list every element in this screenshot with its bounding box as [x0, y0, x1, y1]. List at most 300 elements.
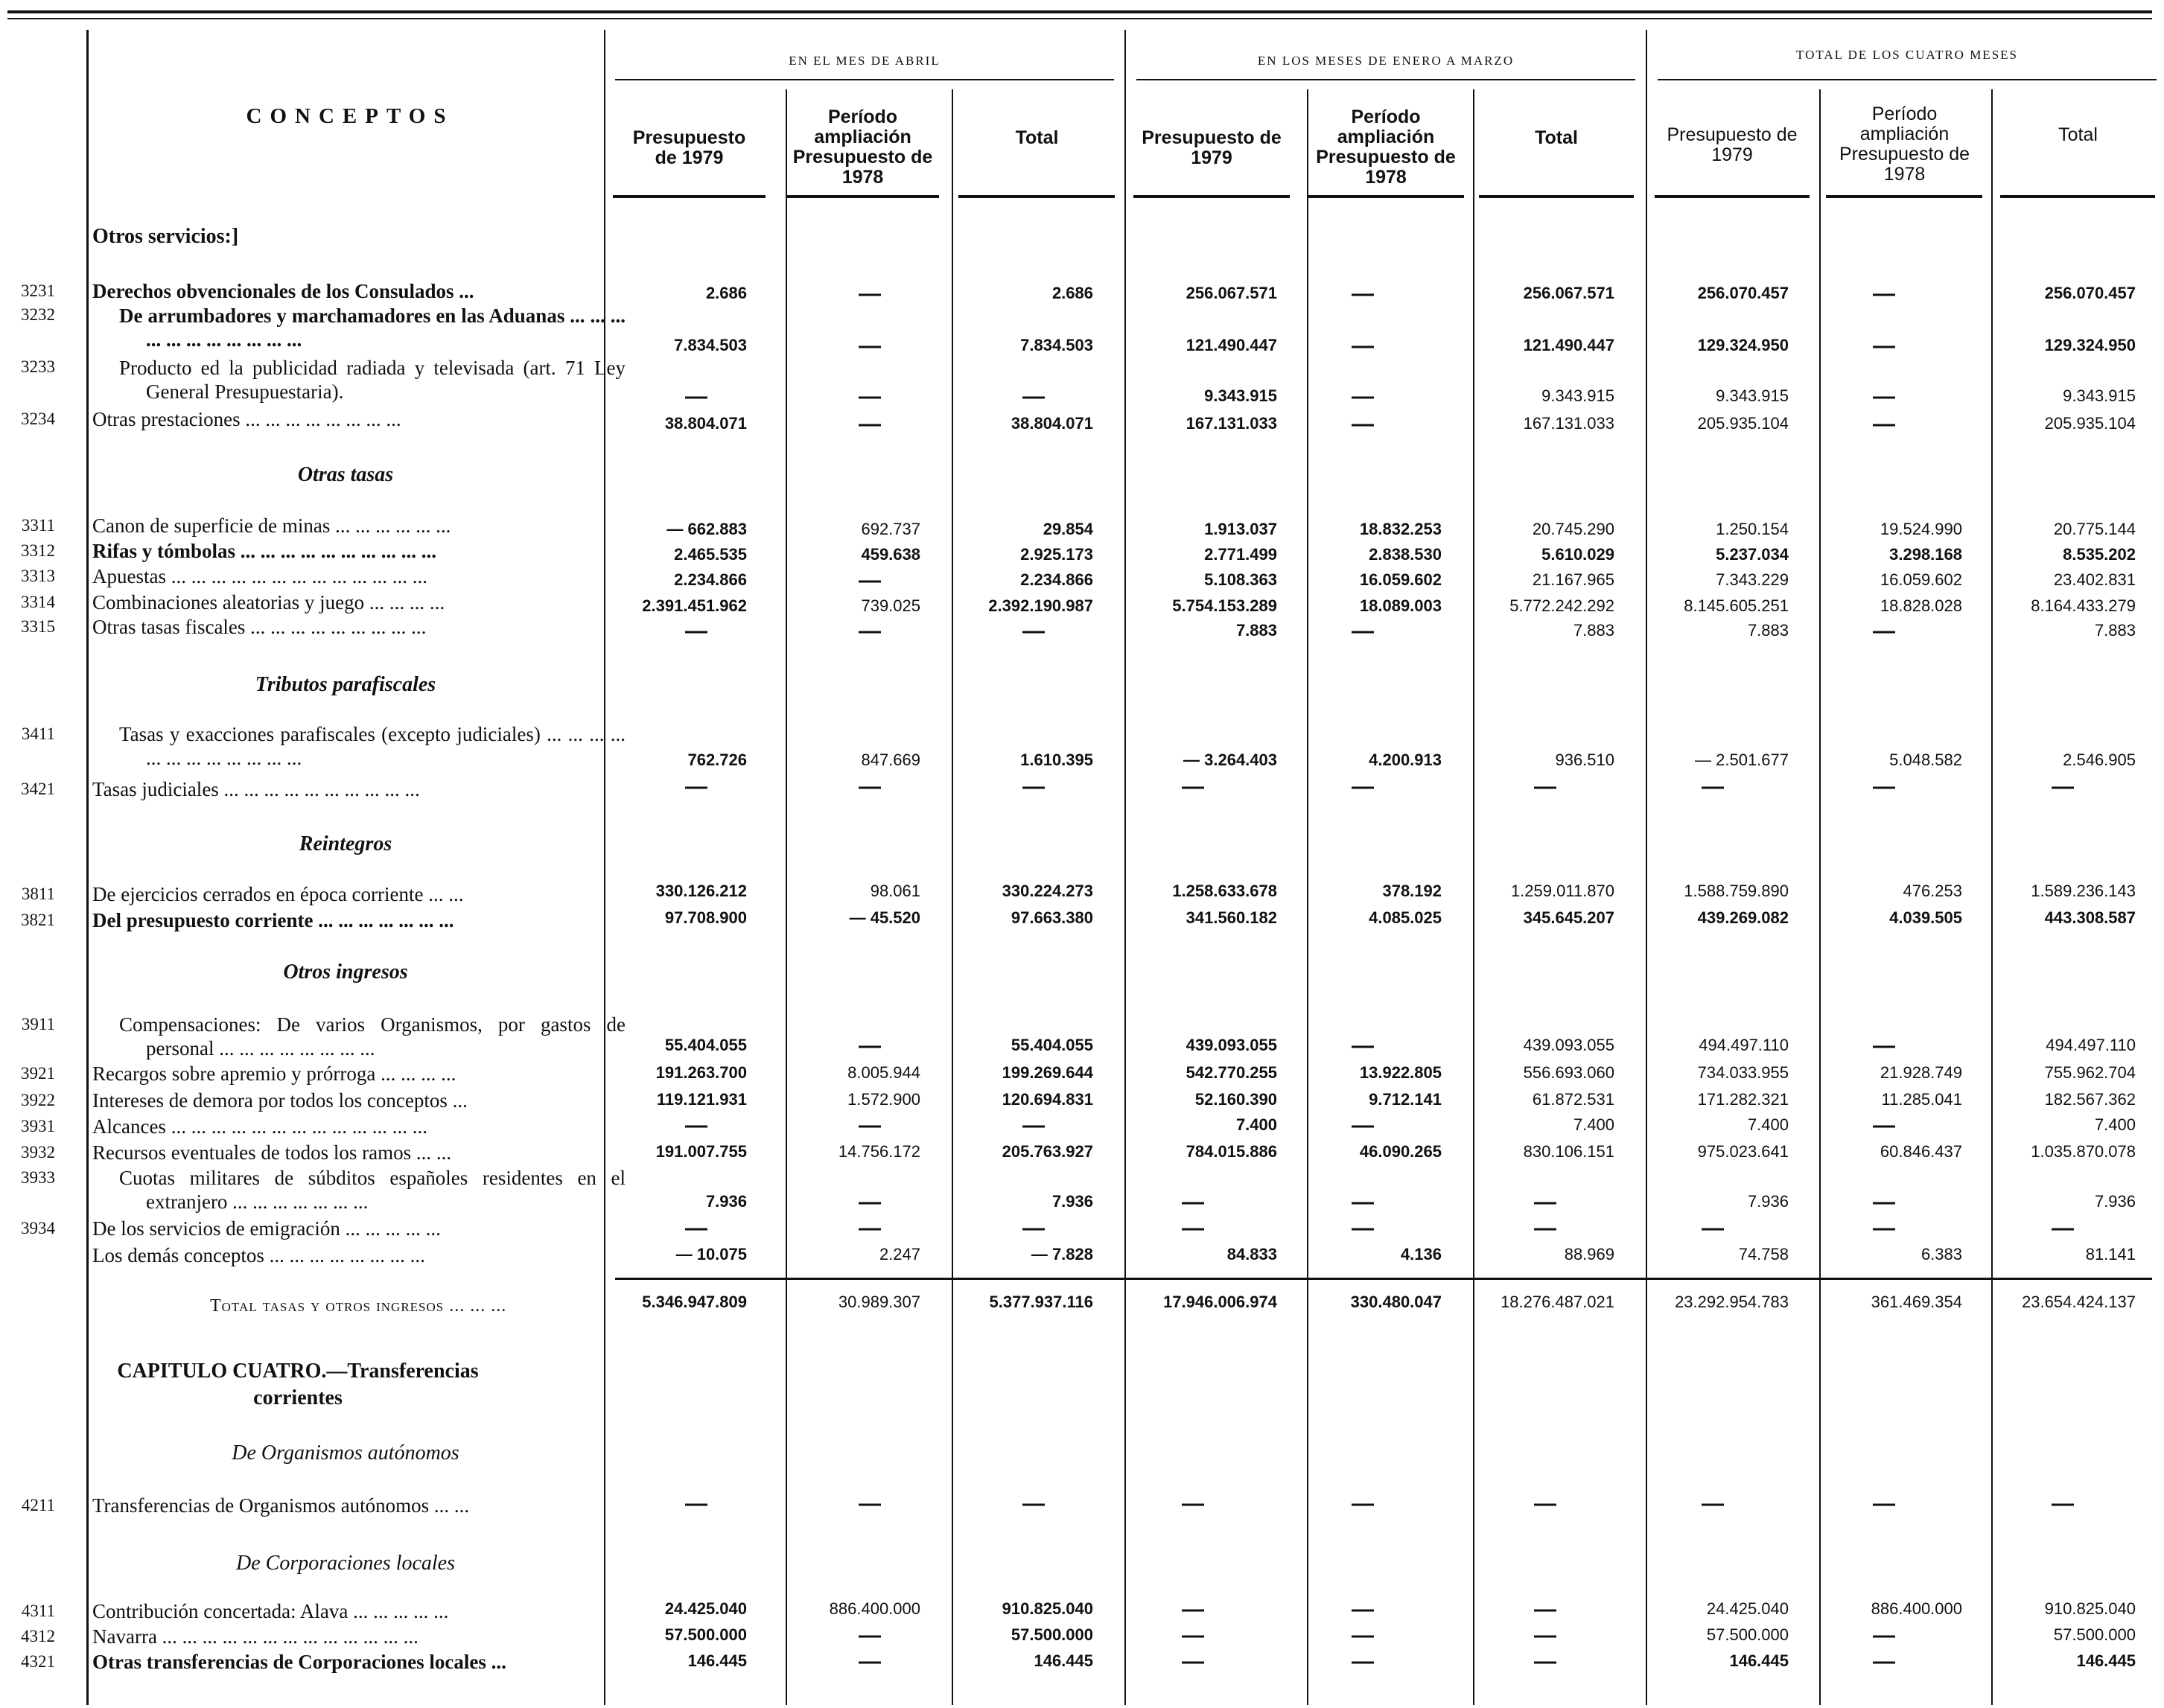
value-cell: 23.654.424.137: [2022, 1293, 2136, 1311]
value-cell: 5.346.947.809: [642, 1293, 747, 1311]
value-cell: 9.712.141: [1369, 1090, 1442, 1109]
value-cell: 146.445: [1729, 1651, 1789, 1670]
row-label: Derechos obvencionales de los Consulados ...: [92, 280, 474, 302]
value-cell: 2.546.905: [2063, 751, 2136, 769]
value-cell: 8.005.944: [847, 1063, 920, 1082]
col-header: Total: [1535, 127, 1578, 148]
vrule: [604, 30, 605, 1705]
value-cell: 7.400: [1235, 1115, 1277, 1134]
value-cell: 476.253: [1903, 882, 1962, 900]
group-header-enero-marzo: EN LOS MESES DE ENERO A MARZO: [1257, 54, 1515, 68]
total-row-label: Total tasas y otros ingresos ... ... ...: [210, 1296, 507, 1316]
value-cell: 18.089.003: [1359, 596, 1442, 615]
vrule: [1646, 30, 1647, 1705]
section-heading: De Organismos autónomos: [232, 1441, 459, 1465]
value-cell: 167.131.033: [1186, 414, 1277, 433]
value-cell: 23.402.831: [2053, 570, 2136, 589]
value-dash: —: [1873, 619, 1895, 643]
value-dash: —: [1352, 774, 1374, 799]
value-cell: 1.572.900: [847, 1090, 920, 1109]
value-cell: 1.250.154: [1716, 520, 1789, 538]
value-cell: 7.936: [1747, 1192, 1789, 1211]
value-cell: 74.758: [1738, 1245, 1789, 1264]
value-cell: 256.067.571: [1523, 284, 1614, 302]
value-cell: 7.400: [2094, 1115, 2136, 1134]
value-cell: 7.343.229: [1716, 570, 1789, 589]
row-code: 4312: [21, 1627, 55, 1645]
value-cell: 20.745.290: [1532, 520, 1614, 538]
value-cell: 167.131.033: [1523, 414, 1614, 433]
row-label: Tasas y exacciones parafiscales (excepto judiciales) ... ... ... ... ... ... ... ... ... ... ... ...: [119, 723, 626, 769]
value-cell: 88.969: [1564, 1245, 1614, 1264]
value-cell: — 45.520: [849, 908, 920, 927]
section-heading: Tributos parafiscales: [255, 673, 436, 696]
row-code: 3934: [21, 1219, 55, 1237]
col-rule: [613, 195, 766, 198]
row-label: Navarra ... ... ... ... ... ... ... ... ... ... ... ... ...: [92, 1625, 419, 1648]
value-dash: —: [1702, 774, 1724, 799]
row-label: Rifas y tómbolas ... ... ... ... ... ... ... ... ... ...: [92, 540, 437, 562]
col-header: Período ampliación Presupuesto de 1978: [1839, 103, 1970, 185]
value-dash: —: [1873, 1190, 1895, 1214]
value-dash: —: [2052, 774, 2074, 799]
value-cell: 7.883: [1235, 621, 1277, 640]
row-code: 3921: [21, 1064, 55, 1083]
col-header: Total: [2058, 124, 2098, 145]
value-cell: 9.343.915: [1204, 386, 1277, 405]
col-rule: [1655, 195, 1810, 198]
value-cell: 61.872.531: [1532, 1090, 1614, 1109]
value-cell: 886.400.000: [829, 1599, 920, 1618]
value-cell: 6.383: [1920, 1245, 1962, 1264]
chapter-heading: CAPITULO CUATRO.—Transferencias corrientes: [117, 1360, 479, 1409]
value-cell: 7.883: [2094, 621, 2136, 640]
value-cell: 18.276.487.021: [1501, 1293, 1614, 1311]
value-dash: —: [1702, 1491, 1724, 1516]
col-header: Período ampliación Presupuesto de 1978: [1316, 106, 1456, 188]
row-label: Combinaciones aleatorias y juego ... ... ... ...: [92, 591, 445, 614]
section-heading: De Corporaciones locales: [236, 1552, 455, 1575]
row-code: 3312: [21, 541, 55, 560]
row-label: Apuestas ... ... ... ... ... ... ... ... ... ... ... ... ...: [92, 565, 427, 587]
value-cell: 129.324.950: [2044, 336, 2136, 354]
value-cell: 494.497.110: [1699, 1036, 1789, 1054]
value-cell: 98.061: [870, 882, 920, 900]
value-dash: —: [1022, 1113, 1045, 1138]
value-cell: 739.025: [861, 596, 920, 615]
value-dash: —: [1534, 1190, 1556, 1214]
value-cell: 439.269.082: [1697, 908, 1789, 927]
value-dash: —: [1534, 774, 1556, 799]
group-header-abril: EN EL MES DE ABRIL: [789, 54, 941, 68]
value-cell: 21.167.965: [1532, 570, 1614, 589]
value-dash: —: [859, 1216, 881, 1240]
value-dash: —: [859, 334, 881, 358]
value-dash: —: [1022, 384, 1045, 409]
value-dash: —: [1352, 1597, 1374, 1622]
value-cell: 341.560.182: [1186, 908, 1277, 927]
row-code: 3232: [21, 305, 55, 324]
value-cell: 119.121.931: [656, 1090, 747, 1109]
value-dash: —: [1873, 1033, 1895, 1058]
value-cell: 38.804.071: [664, 414, 747, 433]
value-cell: 886.400.000: [1871, 1599, 1962, 1618]
value-cell: 8.145.605.251: [1684, 596, 1789, 615]
value-cell: 7.936: [1051, 1192, 1093, 1211]
value-cell: 205.763.927: [1002, 1142, 1093, 1161]
value-cell: 7.834.503: [1020, 336, 1093, 354]
value-dash: —: [1352, 1649, 1374, 1674]
value-dash: —: [1534, 1597, 1556, 1622]
value-cell: 205.935.104: [2044, 414, 2136, 433]
value-cell: 16.059.602: [1359, 570, 1442, 589]
value-cell: 4.136: [1400, 1245, 1442, 1264]
value-cell: 9.343.915: [1716, 386, 1789, 405]
value-cell: 910.825.040: [2044, 1599, 2136, 1618]
value-dash: —: [859, 619, 881, 643]
value-cell: 60.846.437: [1880, 1142, 1962, 1161]
value-cell: 459.638: [861, 545, 920, 564]
value-dash: —: [685, 384, 707, 409]
value-dash: —: [685, 1216, 707, 1240]
value-cell: 17.946.006.974: [1163, 1293, 1277, 1311]
value-dash: —: [1873, 281, 1895, 306]
value-cell: 910.825.040: [1002, 1599, 1093, 1618]
value-dash: —: [859, 384, 881, 409]
value-cell: 5.754.153.289: [1172, 596, 1277, 615]
value-cell: 755.962.704: [2044, 1063, 2136, 1082]
value-cell: 8.164.433.279: [2031, 596, 2136, 615]
value-dash: —: [1873, 1113, 1895, 1138]
value-dash: —: [1873, 1649, 1895, 1674]
value-cell: 345.645.207: [1523, 908, 1614, 927]
value-dash: —: [1873, 774, 1895, 799]
value-dash: —: [1352, 1033, 1374, 1058]
row-code: 3933: [21, 1168, 55, 1187]
value-cell: 7.936: [2094, 1192, 2136, 1211]
value-cell: 5.377.937.116: [989, 1293, 1093, 1311]
row-code: 3234: [21, 410, 55, 428]
value-cell: 439.093.055: [1186, 1036, 1277, 1054]
total-rule: [615, 1278, 2152, 1280]
value-cell: 439.093.055: [1523, 1036, 1614, 1054]
value-cell: 191.007.755: [655, 1142, 747, 1161]
value-dash: —: [1352, 412, 1374, 436]
col-header: Período ampliación Presupuesto de 1978: [792, 106, 933, 188]
value-dash: —: [685, 1491, 707, 1516]
value-dash: —: [1022, 619, 1045, 643]
value-cell: 330.224.273: [1002, 882, 1093, 900]
row-code: 3311: [21, 516, 55, 535]
value-cell: 936.510: [1555, 751, 1614, 769]
value-cell: 57.500.000: [2053, 1625, 2136, 1644]
value-cell: 16.059.602: [1880, 570, 1962, 589]
value-dash: —: [859, 1649, 881, 1674]
value-cell: 171.282.321: [1697, 1090, 1789, 1109]
row-label: Tasas judiciales ... ... ... ... ... ... ... ... ... ...: [92, 778, 420, 800]
row-code: 3932: [21, 1143, 55, 1161]
value-dash: —: [1182, 1597, 1204, 1622]
value-cell: 443.308.587: [2044, 908, 2136, 927]
value-cell: 2.925.173: [1020, 545, 1093, 564]
conceptos-heading: CONCEPTOS: [246, 104, 454, 128]
value-cell: 1.588.759.890: [1684, 882, 1789, 900]
value-dash: —: [1182, 1216, 1204, 1240]
value-dash: —: [859, 1491, 881, 1516]
row-label: Recargos sobre apremio y prórroga ... ... ... ...: [92, 1062, 456, 1085]
value-cell: 38.804.071: [1011, 414, 1093, 433]
row-label: Otras transferencias de Corporaciones locales ...: [92, 1651, 506, 1673]
value-cell: 378.192: [1382, 882, 1442, 900]
value-cell: 7.883: [1747, 621, 1789, 640]
value-cell: 830.106.151: [1523, 1142, 1614, 1161]
value-cell: 2.391.451.962: [642, 596, 747, 615]
value-dash: —: [1702, 1216, 1724, 1240]
top-rule-thin: [7, 18, 2152, 19]
value-cell: 1.259.011.870: [1510, 882, 1614, 900]
value-cell: 19.524.990: [1880, 520, 1962, 538]
col-header: Presupuesto de 1979: [632, 127, 746, 168]
group-rule: [1658, 79, 2157, 80]
vrule: [86, 30, 89, 1705]
value-cell: 1.589.236.143: [2031, 882, 2136, 900]
group-rule: [615, 79, 1114, 80]
col-rule: [1308, 195, 1464, 198]
row-code: 3231: [21, 281, 55, 300]
value-dash: —: [859, 568, 881, 593]
value-cell: 4.085.025: [1369, 908, 1442, 927]
value-dash: —: [1182, 1190, 1204, 1214]
value-cell: 556.693.060: [1523, 1063, 1614, 1082]
value-cell: 494.497.110: [2046, 1036, 2136, 1054]
value-dash: —: [1352, 1113, 1374, 1138]
col-rule: [1133, 195, 1290, 198]
value-cell: 2.686: [1051, 284, 1093, 302]
value-dash: —: [1022, 1216, 1045, 1240]
value-cell: 2.392.190.987: [988, 596, 1093, 615]
col-rule: [1479, 195, 1634, 198]
value-cell: — 10.075: [675, 1245, 747, 1264]
value-dash: —: [1182, 774, 1204, 799]
value-cell: 9.343.915: [2063, 386, 2136, 405]
row-label: De los servicios de emigración ... ... ... ... ...: [92, 1217, 441, 1240]
value-cell: 97.663.380: [1011, 908, 1093, 927]
row-code: 3811: [21, 885, 55, 903]
value-cell: 21.928.749: [1880, 1063, 1962, 1082]
value-cell: 23.292.954.783: [1675, 1293, 1789, 1311]
col-header: Total: [1015, 127, 1059, 148]
value-dash: —: [1352, 1623, 1374, 1648]
value-cell: 52.160.390: [1194, 1090, 1277, 1109]
row-label: Transferencias de Organismos autónomos ... ...: [92, 1494, 470, 1517]
value-dash: —: [1534, 1649, 1556, 1674]
value-dash: —: [859, 1113, 881, 1138]
value-dash: —: [1873, 1623, 1895, 1648]
row-code: 3931: [21, 1117, 55, 1135]
value-cell: 5.048.582: [1889, 751, 1962, 769]
value-cell: 2.234.866: [1020, 570, 1093, 589]
value-cell: 9.343.915: [1541, 386, 1614, 405]
value-cell: 330.126.212: [655, 882, 747, 900]
value-dash: —: [1873, 384, 1895, 409]
value-dash: —: [1352, 1491, 1374, 1516]
row-code: 3411: [21, 724, 55, 743]
row-code: 3233: [21, 357, 55, 376]
value-cell: 4.200.913: [1369, 751, 1442, 769]
value-dash: —: [1873, 334, 1895, 358]
value-cell: 361.469.354: [1871, 1293, 1962, 1311]
value-cell: 1.035.870.078: [2031, 1142, 2136, 1161]
value-cell: 205.935.104: [1697, 414, 1789, 433]
value-cell: 330.480.047: [1350, 1293, 1442, 1311]
value-dash: —: [859, 412, 881, 436]
value-cell: 2.247: [879, 1245, 920, 1264]
value-cell: 8.535.202: [2063, 545, 2136, 564]
value-cell: 57.500.000: [1706, 1625, 1789, 1644]
value-cell: 146.445: [687, 1651, 747, 1670]
value-dash: —: [1182, 1649, 1204, 1674]
value-cell: 847.669: [861, 751, 920, 769]
row-code: 4311: [21, 1602, 55, 1620]
value-cell: 2.686: [705, 284, 747, 302]
value-dash: —: [2052, 1216, 2074, 1240]
value-cell: 5.108.363: [1204, 570, 1277, 589]
value-cell: 121.490.447: [1523, 336, 1614, 354]
row-label: Otras tasas fiscales ... ... ... ... ... ... ... ... ...: [92, 616, 427, 638]
value-cell: 784.015.886: [1186, 1142, 1277, 1161]
value-cell: 2.465.535: [674, 545, 747, 564]
section-heading: Otros ingresos: [283, 960, 408, 984]
value-dash: —: [1873, 1491, 1895, 1516]
value-cell: 57.500.000: [1011, 1625, 1093, 1644]
value-cell: 256.070.457: [1697, 284, 1789, 302]
value-cell: 975.023.641: [1697, 1142, 1789, 1161]
row-code: 3911: [21, 1015, 55, 1033]
row-label: Cuotas militares de súbditos españoles residentes en el extranjero ... ... ... ... ... ... ...: [119, 1167, 626, 1213]
value-cell: 13.922.805: [1359, 1063, 1442, 1082]
value-cell: 18.832.253: [1359, 520, 1442, 538]
value-cell: 692.737: [861, 520, 920, 538]
row-label: Alcances ... ... ... ... ... ... ... ... ... ... ... ... ...: [92, 1115, 427, 1138]
value-cell: 24.425.040: [664, 1599, 747, 1618]
col-rule: [786, 195, 939, 198]
row-label: Canon de superficie de minas ... ... ... ... ... ...: [92, 514, 451, 537]
vrule: [1124, 30, 1126, 1705]
value-dash: —: [1873, 412, 1895, 436]
value-cell: 11.285.041: [1881, 1090, 1962, 1109]
value-dash: —: [1534, 1216, 1556, 1240]
value-cell: 18.828.028: [1880, 596, 1962, 615]
value-cell: 182.567.362: [2044, 1090, 2136, 1109]
value-cell: 734.033.955: [1697, 1063, 1789, 1082]
row-label: Contribución concertada: Alava ... ... ... ... ...: [92, 1600, 449, 1622]
group-rule: [1136, 79, 1635, 80]
value-dash: —: [1022, 774, 1045, 799]
row-label: Intereses de demora por todos los conceptos ...: [92, 1089, 468, 1112]
value-cell: 1.913.037: [1204, 520, 1277, 538]
value-cell: 29.854: [1043, 520, 1093, 538]
row-code: 3315: [21, 617, 55, 636]
col-header: Presupuesto de 1979: [1142, 127, 1282, 168]
col-header: Presupuesto de 1979: [1667, 124, 1798, 165]
row-code: 3821: [21, 911, 55, 929]
value-cell: 5.610.029: [1541, 545, 1614, 564]
value-dash: —: [2052, 1491, 2074, 1516]
value-dash: —: [859, 774, 881, 799]
value-cell: 55.404.055: [1011, 1036, 1093, 1054]
row-label: Otras prestaciones ... ... ... ... ... ... ... ...: [92, 408, 401, 430]
row-code: 3314: [21, 593, 55, 611]
value-cell: 81.141: [2085, 1245, 2136, 1264]
section-heading: Otras tasas: [297, 463, 394, 486]
value-cell: 146.445: [1034, 1651, 1093, 1670]
row-label: Producto ed la publicidad radiada y televisada (art. 71 Ley General Presupuestaria).: [119, 357, 626, 403]
value-cell: 3.298.168: [1889, 545, 1962, 564]
row-code: 3313: [21, 567, 55, 585]
row-label: Del presupuesto corriente ... ... ... ... ... ... ...: [92, 909, 454, 931]
row-code: 4321: [21, 1652, 55, 1671]
value-cell: — 2.501.677: [1695, 751, 1789, 769]
value-cell: 20.775.144: [2053, 520, 2136, 538]
value-dash: —: [1352, 334, 1374, 358]
value-dash: —: [1534, 1623, 1556, 1648]
col-rule: [958, 195, 1115, 198]
row-label: De ejercicios cerrados en época corriente ... ...: [92, 883, 464, 905]
value-cell: 762.726: [687, 751, 747, 769]
value-cell: 129.324.950: [1697, 336, 1789, 354]
value-cell: 7.936: [705, 1192, 747, 1211]
value-cell: 256.067.571: [1186, 284, 1277, 302]
value-dash: —: [859, 1190, 881, 1214]
value-cell: 7.400: [1573, 1115, 1614, 1134]
value-dash: —: [1022, 1491, 1045, 1516]
value-cell: 1.610.395: [1020, 751, 1093, 769]
group-header-cuatro-meses: TOTAL DE LOS CUATRO MESES: [1796, 48, 2018, 62]
value-cell: — 3.264.403: [1183, 751, 1277, 769]
value-dash: —: [1352, 1216, 1374, 1240]
value-dash: —: [685, 774, 707, 799]
value-cell: — 662.883: [666, 520, 747, 538]
value-cell: 55.404.055: [664, 1036, 747, 1054]
value-dash: —: [1182, 1491, 1204, 1516]
value-cell: 84.833: [1226, 1245, 1277, 1264]
value-dash: —: [1352, 1190, 1374, 1214]
section-heading: Otros servicios:]: [92, 225, 239, 248]
value-dash: —: [685, 619, 707, 643]
value-dash: —: [685, 1113, 707, 1138]
top-rule: [7, 10, 2152, 13]
value-cell: 4.039.505: [1889, 908, 1962, 927]
value-dash: —: [1352, 619, 1374, 643]
row-code: 3922: [21, 1091, 55, 1109]
value-cell: 2.234.866: [674, 570, 747, 589]
col-rule: [1826, 195, 1982, 198]
col-rule: [2000, 195, 2155, 198]
value-dash: —: [1873, 1216, 1895, 1240]
value-cell: 46.090.265: [1359, 1142, 1442, 1161]
row-code: 3421: [21, 780, 55, 798]
section-heading: Reintegros: [299, 832, 392, 855]
value-dash: —: [1352, 384, 1374, 409]
value-cell: 5.772.242.292: [1509, 596, 1614, 615]
value-cell: 256.070.457: [2044, 284, 2136, 302]
value-cell: 7.400: [1747, 1115, 1789, 1134]
value-dash: —: [859, 1033, 881, 1058]
value-cell: 97.708.900: [664, 908, 747, 927]
value-cell: 30.989.307: [838, 1293, 920, 1311]
value-dash: —: [1182, 1623, 1204, 1648]
row-label: Recursos eventuales de todos los ramos ... ...: [92, 1141, 452, 1164]
